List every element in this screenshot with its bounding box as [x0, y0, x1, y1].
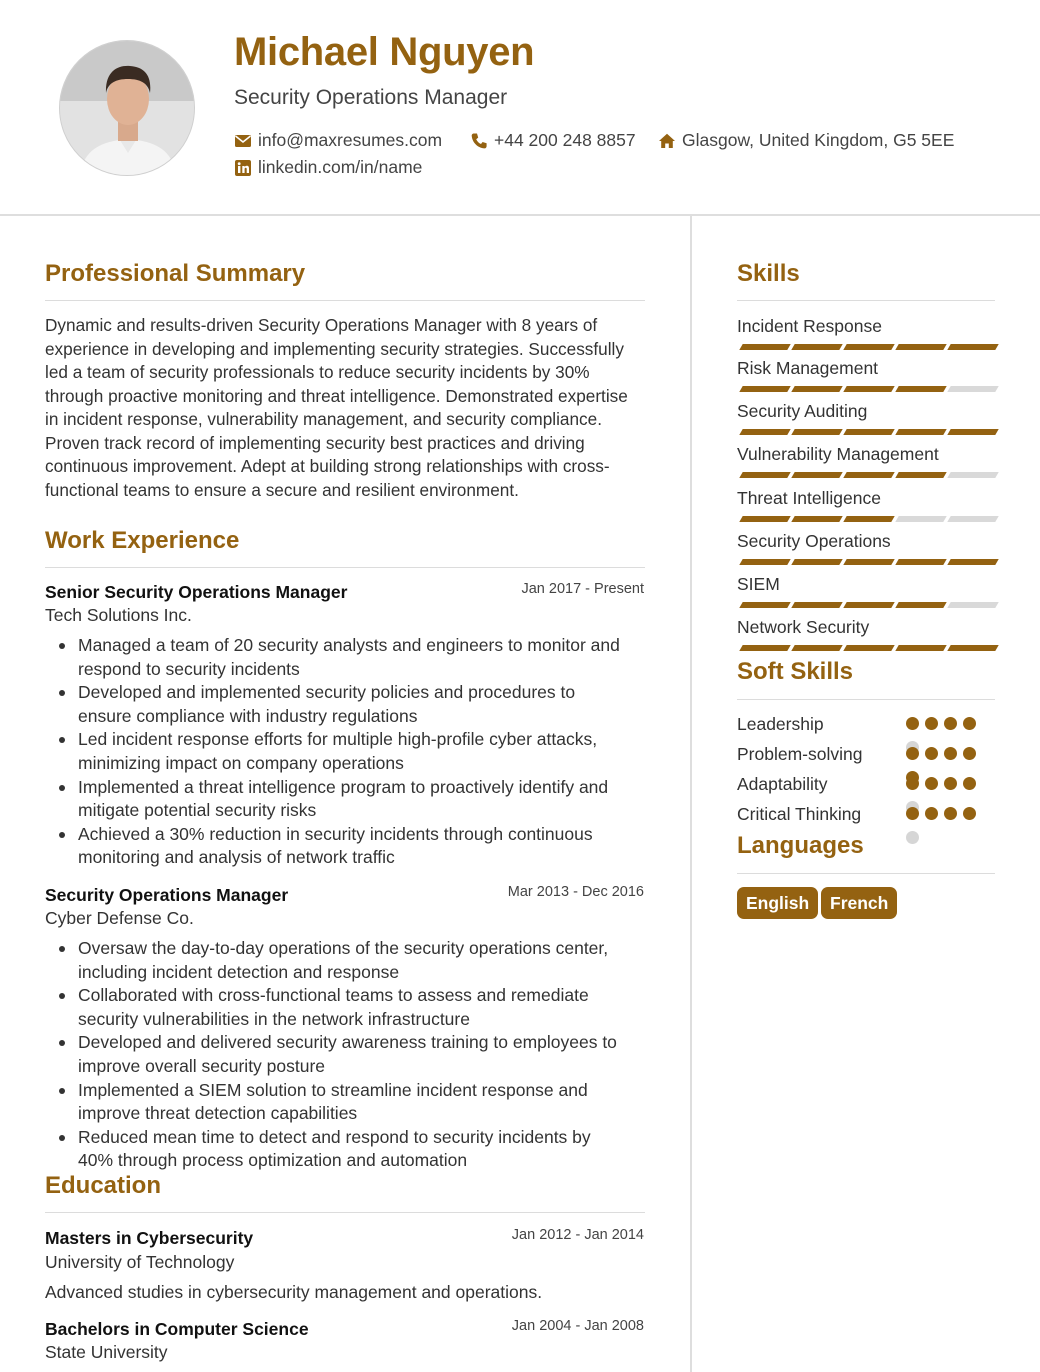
job-company: Tech Solutions Inc. — [45, 605, 192, 625]
skill-level-bar — [738, 472, 994, 478]
soft-skill-label: Problem-solving — [737, 744, 863, 764]
skill-segment-filled — [843, 344, 894, 350]
job-bullet: Reduced mean time to detect and respond to security incidents by 40% through process optimization and automation — [45, 1126, 625, 1173]
skill-segment-filled — [843, 472, 894, 478]
skill-segment-filled — [739, 645, 790, 651]
soft-skill-rating — [906, 807, 986, 847]
skill-segment-filled — [947, 645, 998, 651]
edu-dates: Jan 2012 - Jan 2014 — [511, 1227, 644, 1243]
job-bullet: Oversaw the day-to-day operations of the security operations center, including incident detection and response — [45, 937, 625, 984]
skill-label: Security Operations — [737, 531, 891, 551]
rating-dot-filled — [906, 807, 919, 820]
soft-skills-heading: Soft Skills — [737, 658, 854, 685]
job-bullet: Developed and implemented security policies and procedures to ensure compliance with industry regulations — [45, 681, 625, 728]
skill-segment-filled — [895, 344, 946, 350]
experience-rule — [45, 567, 645, 568]
skill-segment-filled — [895, 559, 946, 565]
job-company: Cyber Defense Co. — [45, 908, 194, 928]
rating-dot-filled — [963, 717, 976, 730]
rating-dot-filled — [925, 807, 938, 820]
education-heading: Education — [45, 1172, 162, 1199]
skill-segment-empty — [947, 602, 998, 608]
skill-segment-filled — [739, 429, 790, 435]
edu-school: State University — [45, 1342, 168, 1362]
skill-label: Incident Response — [737, 316, 882, 336]
skill-segment-empty — [947, 386, 998, 392]
skill-segment-filled — [791, 429, 842, 435]
job-title: Senior Security Operations Manager — [45, 582, 348, 602]
language-badge: English — [737, 887, 818, 919]
rating-dot-filled — [906, 747, 919, 760]
skill-segment-filled — [895, 472, 946, 478]
linkedin-icon — [234, 159, 252, 177]
job-bullet: Developed and delivered security awareness training to employees to improve overall security posture — [45, 1031, 625, 1078]
skills-rule — [737, 300, 995, 301]
edu-dates: Jan 2004 - Jan 2008 — [511, 1318, 644, 1334]
skill-segment-filled — [947, 344, 998, 350]
skill-segment-filled — [895, 429, 946, 435]
rating-dot-filled — [963, 807, 976, 820]
experience-heading: Work Experience — [45, 527, 240, 554]
rating-dot-filled — [906, 717, 919, 730]
skill-segment-filled — [843, 516, 894, 522]
summary-text: Dynamic and results-driven Security Operations Manager with 8 years of experience in developing and implementing security strategies. Successfully led a team of security professionals to reduce security incidents by 30% through proactive monitoring and threat intelligence. Demonstrated expertise in incident response, vulnerability management, and security compliance. Proven track record of implementing security best practices and driving continuous improvement. Adept at building strong relationships with cross-functional teams to ensure a secure and resilient environment. — [45, 315, 628, 500]
skill-segment-filled — [947, 429, 998, 435]
job-title: Security Operations Manager — [45, 885, 289, 905]
summary-heading: Professional Summary — [45, 260, 306, 287]
skill-segment-filled — [739, 516, 790, 522]
skill-level-bar — [738, 645, 994, 651]
contact-linkedin-text: linkedin.com/in/name — [258, 157, 423, 177]
contact-email-text: info@maxresumes.com — [258, 130, 443, 150]
contact-linkedin[interactable] — [234, 157, 422, 178]
skill-segment-filled — [843, 602, 894, 608]
edu-school: University of Technology — [45, 1252, 235, 1272]
skill-label: Security Auditing — [737, 401, 868, 421]
rating-dot-filled — [963, 777, 976, 790]
home-icon — [658, 132, 676, 150]
skill-label: Risk Management — [737, 358, 879, 378]
skill-segment-filled — [895, 602, 946, 608]
skill-segment-empty — [947, 516, 998, 522]
contact-phone[interactable] — [470, 130, 636, 151]
phone-icon — [470, 132, 488, 150]
skill-label: Vulnerability Management — [737, 444, 939, 464]
skill-segment-filled — [843, 559, 894, 565]
skill-level-bar — [738, 516, 994, 522]
language-badge: French — [821, 887, 897, 919]
skill-segment-filled — [739, 386, 790, 392]
skill-segment-filled — [895, 645, 946, 651]
rating-dot-filled — [963, 747, 976, 760]
edu-description: Advanced studies in cybersecurity management and operations. — [45, 1282, 543, 1302]
soft-skill-label: Adaptability — [737, 774, 828, 794]
skill-segment-filled — [947, 559, 998, 565]
job-bullet: Implemented a SIEM solution to streamline incident response and improve threat detection capabilities — [45, 1079, 625, 1126]
candidate-name: Michael Nguyen — [234, 30, 535, 74]
rating-dot-filled — [906, 777, 919, 790]
contact-phone-text: +44 200 248 8857 — [494, 130, 636, 150]
skill-segment-filled — [843, 386, 894, 392]
rating-dot-filled — [925, 747, 938, 760]
soft-skill-label: Leadership — [737, 714, 824, 734]
summary-rule — [45, 300, 645, 301]
column-divider — [690, 216, 692, 1372]
rating-dot-filled — [944, 717, 957, 730]
skill-label: Threat Intelligence — [737, 488, 881, 508]
languages-rule — [737, 873, 995, 874]
rating-dot-filled — [944, 777, 957, 790]
education-rule — [45, 1212, 645, 1213]
skill-segment-empty — [947, 472, 998, 478]
job-bullets — [45, 634, 625, 870]
skill-segment-filled — [739, 472, 790, 478]
skill-segment-empty — [895, 516, 946, 522]
skill-segment-filled — [843, 645, 894, 651]
skill-segment-filled — [739, 559, 790, 565]
rating-dot-empty — [906, 831, 919, 844]
skill-segment-filled — [791, 386, 842, 392]
skill-level-bar — [738, 344, 994, 350]
rating-dot-filled — [925, 717, 938, 730]
skill-segment-filled — [791, 344, 842, 350]
candidate-role: Security Operations Manager — [234, 86, 508, 109]
job-bullet: Achieved a 30% reduction in security incidents through continuous monitoring and analysis of network traffic — [45, 823, 625, 870]
rating-dot-filled — [944, 807, 957, 820]
skill-segment-filled — [791, 645, 842, 651]
contact-email[interactable] — [234, 130, 442, 151]
job-bullet: Implemented a threat intelligence program to proactively identify and mitigate potential security risks — [45, 776, 625, 823]
contact-location — [658, 130, 954, 151]
skill-segment-filled — [739, 602, 790, 608]
rating-dot-filled — [944, 747, 957, 760]
job-bullet: Led incident response efforts for multiple high-profile cyber attacks, minimizing impact on company operations — [45, 728, 625, 775]
skill-segment-filled — [739, 344, 790, 350]
rating-dot-filled — [925, 777, 938, 790]
skill-segment-filled — [791, 516, 842, 522]
skill-segment-filled — [791, 602, 842, 608]
skill-segment-filled — [791, 559, 842, 565]
skills-heading: Skills — [737, 260, 800, 287]
resume-header — [0, 0, 1040, 216]
languages-heading: Languages — [737, 832, 864, 859]
skill-segment-filled — [843, 429, 894, 435]
envelope-icon — [234, 132, 252, 150]
skill-level-bar — [738, 386, 994, 392]
skill-level-bar — [738, 559, 994, 565]
job-dates: Mar 2013 - Dec 2016 — [507, 884, 644, 900]
contact-location-text: Glasgow, United Kingdom, G5 5EE — [682, 130, 955, 150]
soft-skills-rule — [737, 699, 995, 700]
profile-photo — [59, 40, 195, 176]
job-bullet: Managed a team of 20 security analysts and engineers to monitor and respond to security incidents — [45, 634, 625, 681]
job-bullets — [45, 937, 625, 1173]
skill-level-bar — [738, 429, 994, 435]
skill-segment-filled — [791, 472, 842, 478]
edu-degree: Bachelors in Computer Science — [45, 1319, 309, 1339]
job-dates: Jan 2017 - Present — [521, 581, 644, 597]
skill-label: SIEM — [737, 574, 780, 594]
job-bullet: Collaborated with cross-functional teams to assess and remediate security vulnerabilities in the network infrastructure — [45, 984, 625, 1031]
soft-skill-label: Critical Thinking — [737, 804, 862, 824]
skill-level-bar — [738, 602, 994, 608]
skill-label: Network Security — [737, 617, 870, 637]
skill-segment-filled — [895, 386, 946, 392]
edu-degree: Masters in Cybersecurity — [45, 1228, 254, 1248]
